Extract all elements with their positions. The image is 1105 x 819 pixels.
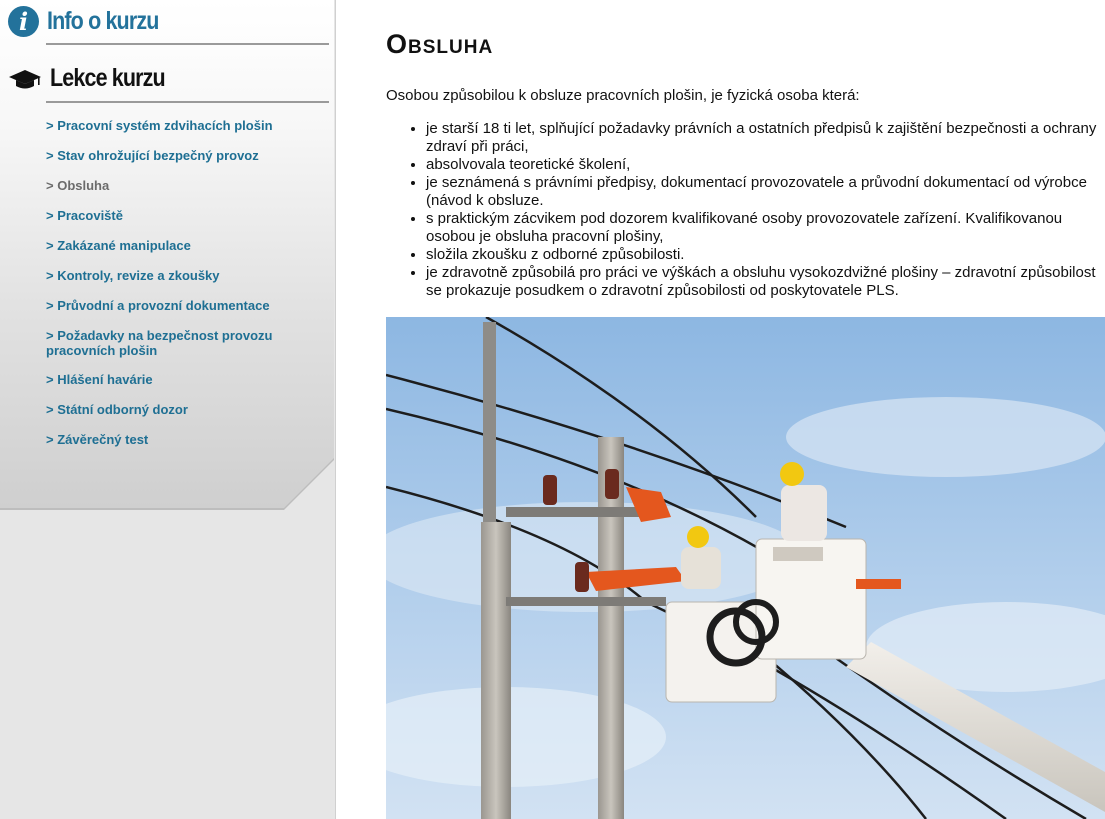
lesson-link-obsluha[interactable]: > Obsluha — [46, 178, 110, 193]
lesson-link-pozadavky[interactable]: > Požadavky na bezpečnost provozu pracovních plošin — [46, 328, 273, 358]
divider — [46, 101, 329, 103]
requirement-item: • složila zkoušku z odborné způsobilosti. — [426, 246, 1098, 264]
requirement-item: • s praktickým zácvikem pod dozorem kvalifikované osoby provozovatele zařízení. Kvalifikovanou osobou je obsluha pracovní plošiny, — [426, 210, 1098, 246]
graduation-cap-icon — [8, 66, 42, 92]
info-heading-label: Info o kurzu — [47, 7, 159, 35]
intro-text: Osobou způsobilou k obsluze pracovních plošin, je fyzická osoba která: — [386, 87, 860, 104]
lesson-list — [46, 118, 326, 462]
page-title: Obsluha — [386, 29, 494, 59]
lesson-link-hlaseni-havarie[interactable]: > Hlášení havárie — [46, 372, 153, 387]
divider — [46, 43, 329, 45]
info-circle-icon: i — [8, 6, 39, 37]
lesson-link-pracovni-system[interactable]: > Pracovní systém zdvihacích plošin — [46, 118, 273, 133]
lessons-heading-label: Lekce kurzu — [50, 64, 165, 92]
lessons-heading[interactable] — [8, 64, 184, 93]
lesson-link-pracoviste[interactable]: > Pracoviště — [46, 208, 123, 223]
requirements-list — [386, 120, 1098, 300]
sidebar — [0, 0, 336, 819]
lesson-link-pruvodni-dokumentace[interactable]: > Průvodní a provozní dokumentace — [46, 298, 270, 313]
main-content — [386, 0, 1105, 819]
lesson-link-zaverecny-test[interactable]: > Závěrečný test — [46, 432, 149, 447]
lesson-link-zakazane-manipulace[interactable]: > Zakázané manipulace — [46, 238, 191, 253]
lineworkers-photo — [386, 317, 1105, 819]
requirement-item: • je zdravotně způsobilá pro práci ve výškách a obsluhu vysokozdvižné plošiny – zdravotní způsobilost se prokazuje posudkem o zdravotní způsobilosti od poskytovatele PLS. — [426, 264, 1098, 300]
lesson-link-stav-ohrozujici[interactable]: > Stav ohrožující bezpečný provoz — [46, 148, 259, 163]
requirement-item: • je starší 18 ti let, splňující požadavky právních a ostatních předpisů k zajištění bezpečnosti a ochrany zdraví při práci, — [426, 120, 1098, 156]
lesson-link-statni-dozor[interactable]: > Státní odborný dozor — [46, 402, 188, 417]
info-heading[interactable] — [8, 6, 177, 37]
lesson-link-kontroly[interactable]: > Kontroly, revize a zkoušky — [46, 268, 220, 283]
requirement-item: • absolvovala teoretické školení, — [426, 156, 1098, 174]
requirement-item: • je seznámená s právními předpisy, dokumentací provozovatele a průvodní dokumentací od výrobce (návod k obsluze. — [426, 174, 1098, 210]
